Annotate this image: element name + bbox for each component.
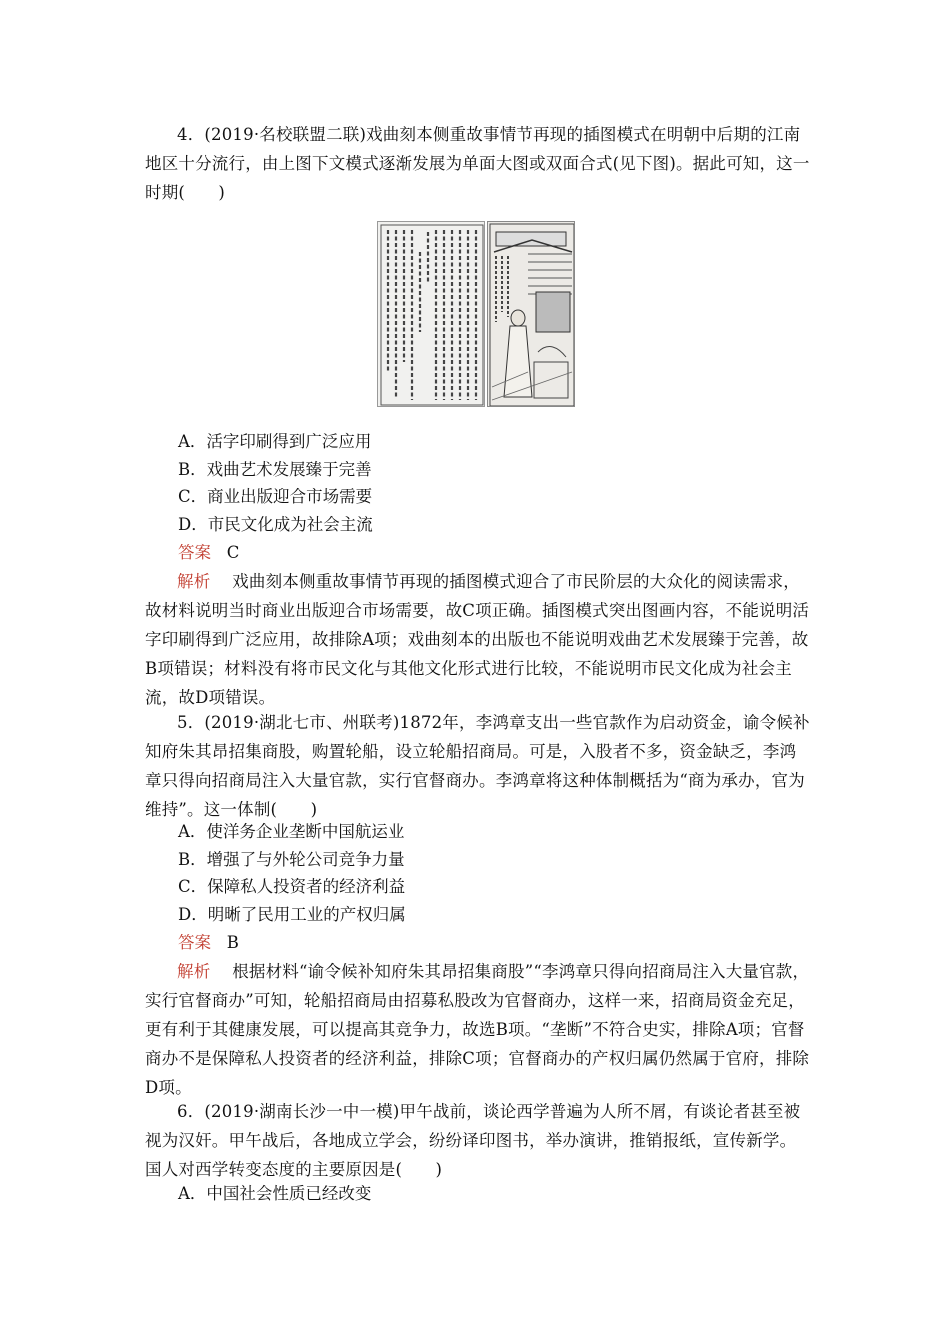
illustration-page-image xyxy=(487,221,575,407)
q4-explain-text: 戏曲刻本侧重故事情节再现的插图模式迎合了市民阶层的大众化的阅读需求，故材料说明当时商业出版迎合市场需要，故C项正确。插图模式突出图画内容，不能说明活字印刷得到广泛应用，故排除A项；戏曲刻本的出版也不能说明戏曲艺术发展臻于完善，故B项错误；材料没有将市民文化与其他文化形式进行比较，不能说明市民文化成为社会主流，故D项错误。 xyxy=(145,572,810,707)
q5-option-b: B．增强了与外轮公司竞争力量 xyxy=(178,850,405,869)
q5-option-d: D．明晰了民用工业的产权归属 xyxy=(178,905,406,924)
q4-explain-label: 解析 xyxy=(177,572,211,591)
q4-option-a: A．活字印刷得到广泛应用 xyxy=(178,432,372,451)
q4-answer-line xyxy=(178,539,239,567)
q4-option-d: D．市民文化成为社会主流 xyxy=(178,515,373,534)
q5-explain-label: 解析 xyxy=(177,962,211,981)
opera-woodblock-illustration xyxy=(377,221,575,407)
q5-answer-label: 答案 xyxy=(178,933,211,952)
q5-answer-line xyxy=(178,929,239,957)
q4-option-b: B．戏曲艺术发展臻于完善 xyxy=(178,460,372,479)
q4-explanation xyxy=(145,567,811,712)
q4-answer-label: 答案 xyxy=(178,543,211,562)
q6-option-a: A．中国社会性质已经改变 xyxy=(178,1184,372,1203)
q4-answer-value: C xyxy=(226,543,240,562)
q6-stem: 6．(2019·湖南长沙一中一模)甲午战前，谈论西学普遍为人所不屑，有谈论者甚至被视为汉奸。甲午战后，各地成立学会，纷纷译印图书，举办演讲，推销报纸，宣传新学。国人对西学转变态度的主要原因是( ) xyxy=(145,1102,801,1179)
q5-stem: 5．(2019·湖北七市、州联考)1872年，李鸿章支出一些官款作为启动资金，谕令候补知府朱其昂招集商股，购置轮船，设立轮船招商局。可是，入股者不多，资金缺乏，李鸿章只得向招商局注入大量官款，实行官督商办。李鸿章将这种体制概括为“商为承办，官为维持”。这一体制( ) xyxy=(145,713,810,819)
q5-explanation xyxy=(145,957,811,1102)
text-page-image xyxy=(377,221,485,407)
q5-explain-text: 根据材料“谕令候补知府朱其昂招集商股”“李鸿章只得向招商局注入大量官款，实行官督商办”可知，轮船招商局由招募私股改为官督商办，这样一来，招商局资金充足，更有利于其健康发展，可以提高其竞争力，故选B项。“垄断”不符合史实，排除A项；官督商办不是保障私人投资者的经济利益，排除C项；官督商办的产权归属仍然属于官府，排除D项。 xyxy=(145,962,810,1097)
q5-answer-value: B xyxy=(226,933,239,952)
q5-option-a: A．使洋务企业垄断中国航运业 xyxy=(178,822,405,841)
q4-stem: 4．(2019·名校联盟二联)戏曲刻本侧重故事情节再现的插图模式在明朝中后期的江南地区十分流行，由上图下文模式逐渐发展为单面大图或双面合式(见下图)。据此可知，这一时期( ) xyxy=(145,125,810,202)
q5-option-c: C．保障私人投资者的经济利益 xyxy=(178,877,406,896)
q4-option-c: C．商业出版迎合市场需要 xyxy=(178,487,373,506)
